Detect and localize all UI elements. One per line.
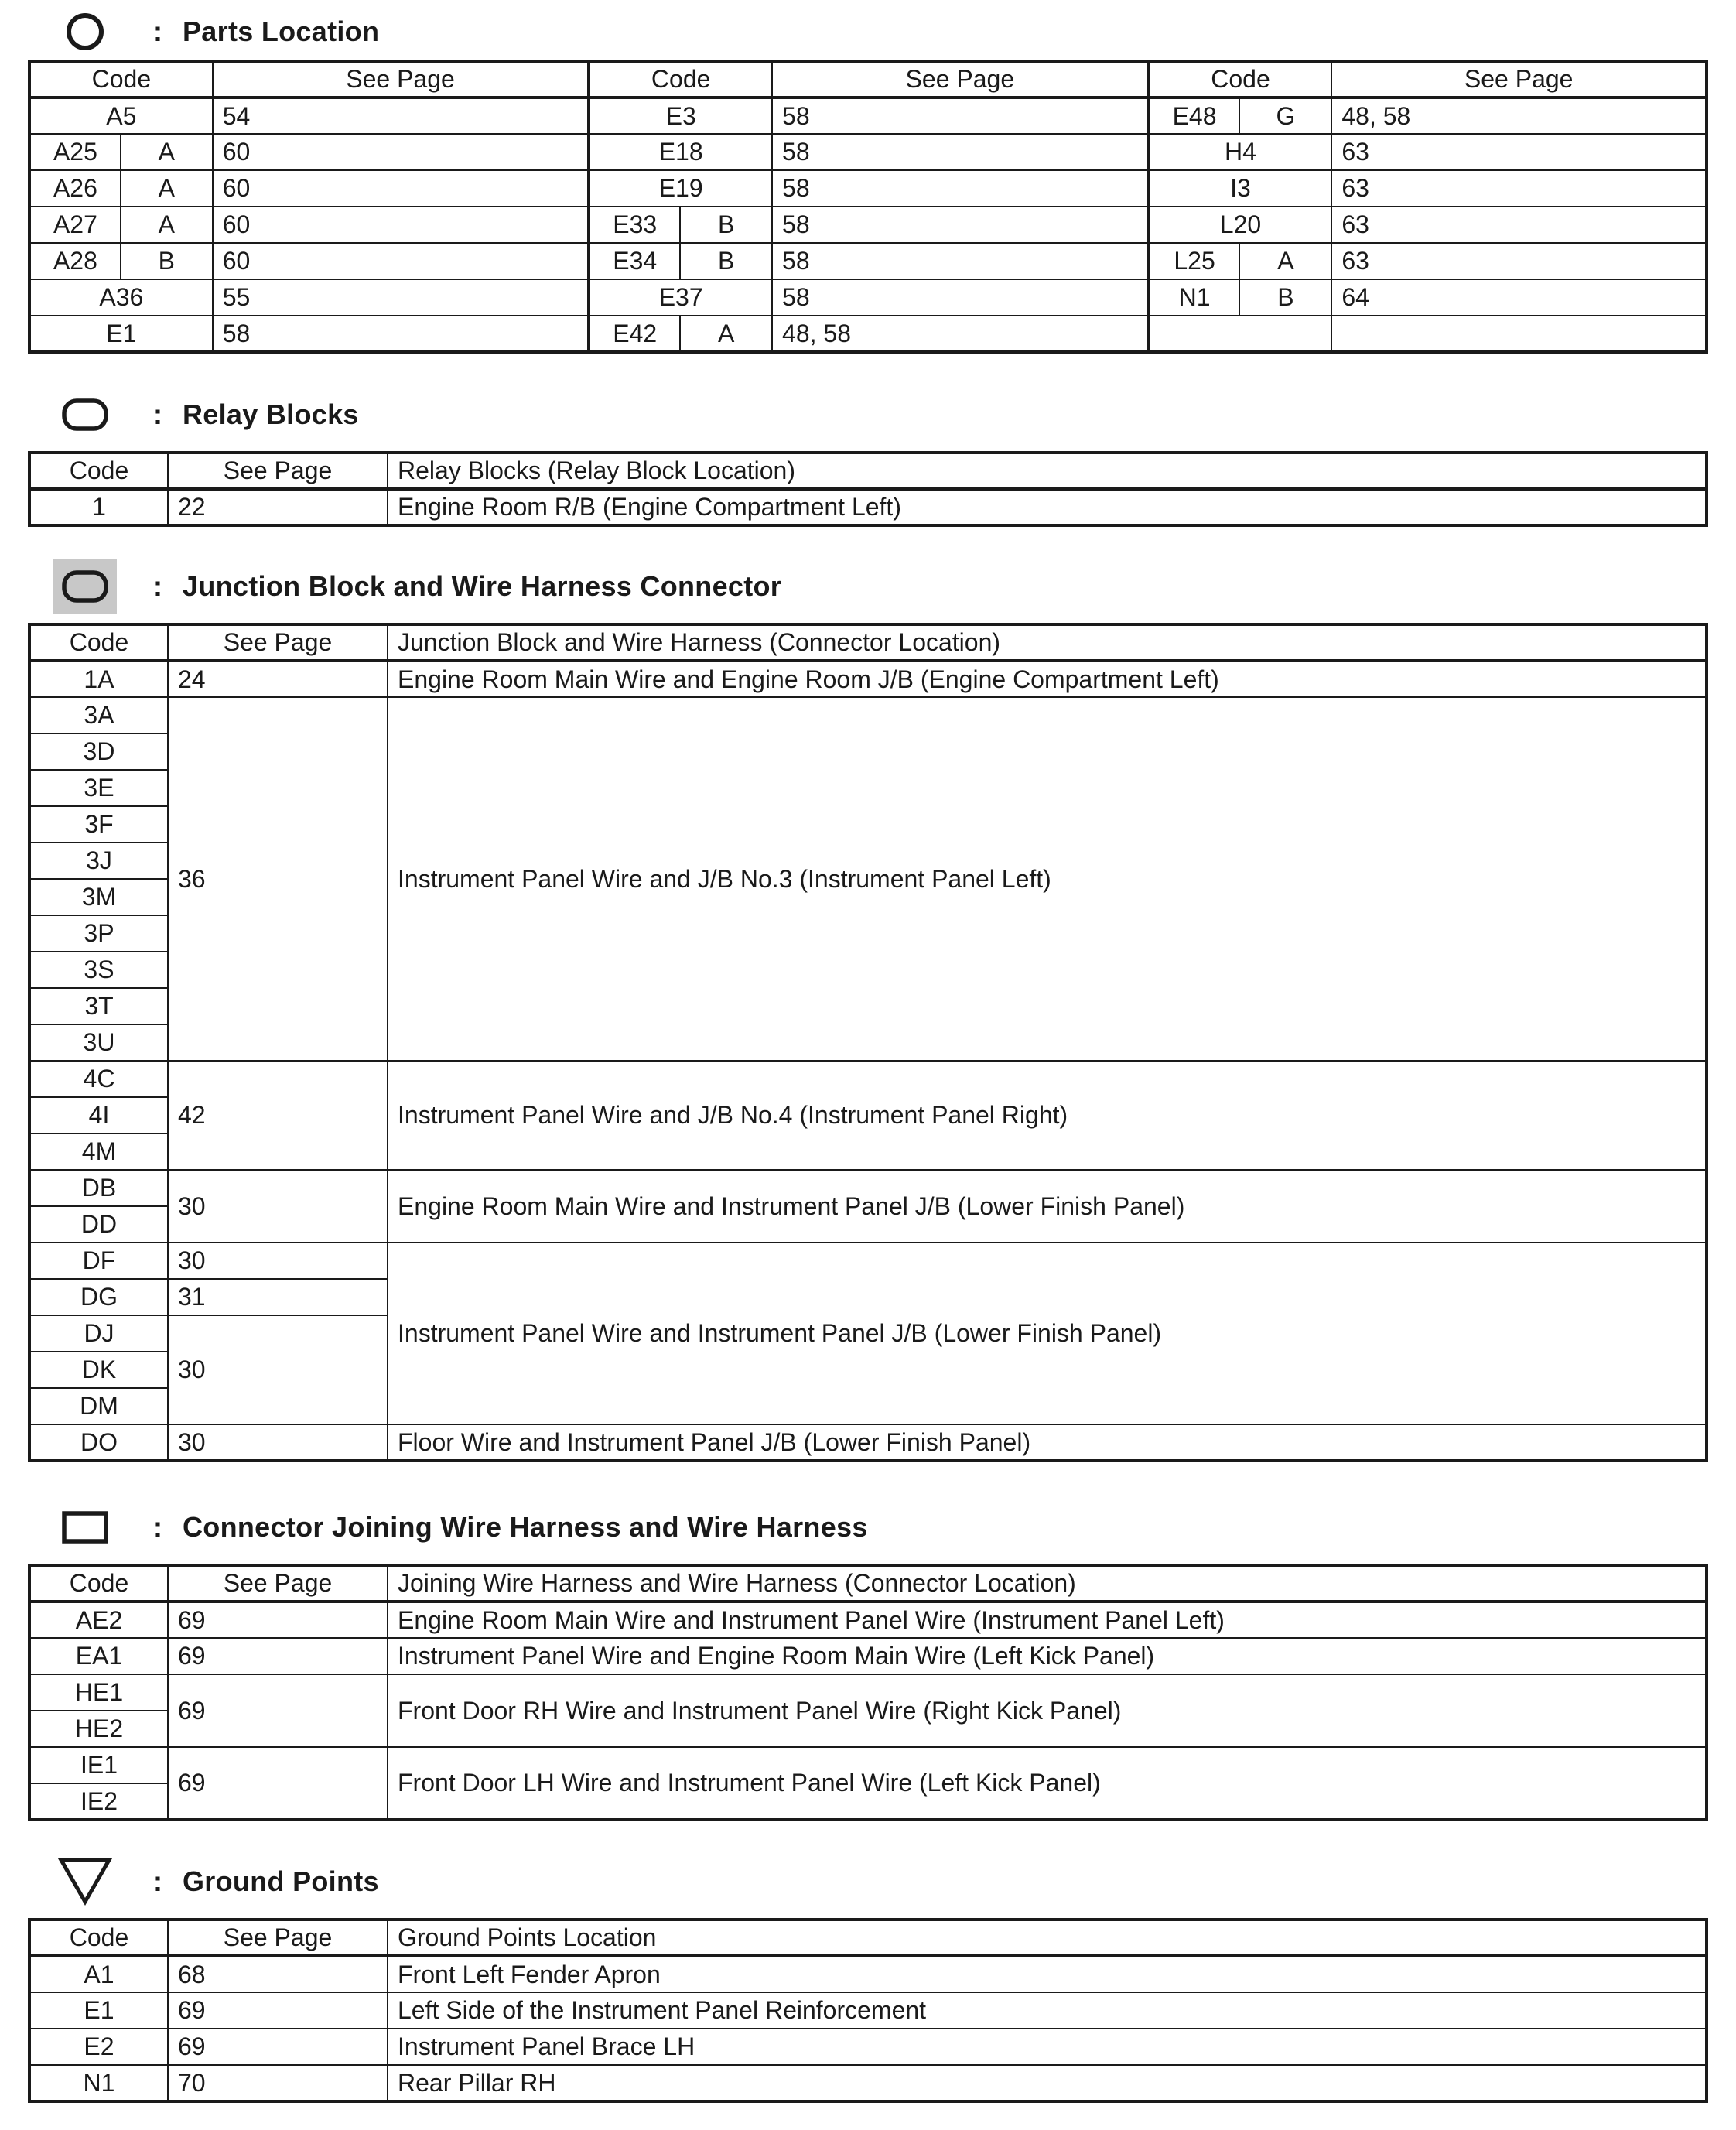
part-page: 60 — [213, 207, 589, 243]
relay-page: 22 — [168, 489, 388, 525]
part-sub-code: B — [121, 243, 213, 279]
table-row — [29, 1992, 1707, 2029]
junction-block-table — [28, 623, 1708, 1462]
part-code: L20 — [1149, 207, 1332, 243]
part-code: E34 — [589, 243, 680, 279]
table-row — [29, 316, 1707, 352]
part-code: L25 — [1149, 243, 1240, 279]
column-header: Code — [589, 61, 772, 97]
part-page: 58 — [772, 97, 1149, 134]
column-header: See Page — [1331, 61, 1707, 97]
connector-page: 30 — [168, 1243, 388, 1279]
connector-code: 3D — [29, 733, 168, 770]
part-code: E48 — [1149, 97, 1240, 134]
part-code: E18 — [589, 134, 772, 170]
ground-code: E2 — [29, 2029, 168, 2065]
connector-location: Instrument Panel Wire and Instrument Panel J/B (Lower Finish Panel) — [388, 1243, 1707, 1424]
connector-code: 3F — [29, 806, 168, 843]
ground-code: A1 — [29, 1956, 168, 1992]
part-sub-code: A — [121, 207, 213, 243]
part-code: A27 — [29, 207, 121, 243]
part-sub-code: A — [1239, 243, 1331, 279]
table-row — [29, 1674, 1707, 1711]
part-code: H4 — [1149, 134, 1332, 170]
section-title-ground-points: Ground Points — [183, 1865, 379, 1897]
connector-code: 3S — [29, 952, 168, 988]
column-header: See Page — [168, 1920, 388, 1956]
connector-location: Instrument Panel Wire and Engine Room Main Wire (Left Kick Panel) — [388, 1638, 1707, 1674]
connector-code: HE2 — [29, 1711, 168, 1747]
part-code — [1149, 316, 1332, 352]
connector-page: 24 — [168, 661, 388, 697]
circle-icon — [48, 1, 122, 63]
part-code: E1 — [29, 316, 213, 352]
part-page: 58 — [772, 170, 1149, 207]
table-row — [29, 1747, 1707, 1783]
part-page: 63 — [1331, 170, 1707, 207]
part-code: E37 — [589, 279, 772, 316]
table-row — [29, 243, 1707, 279]
table-row — [29, 2029, 1707, 2065]
connector-code: HE1 — [29, 1674, 168, 1711]
square-icon — [48, 1496, 122, 1558]
connector-page: 30 — [168, 1315, 388, 1424]
part-page: 64 — [1331, 279, 1707, 316]
table-row — [29, 2065, 1707, 2101]
column-header: Code — [29, 1920, 168, 1956]
ground-location: Left Side of the Instrument Panel Reinforcement — [388, 1992, 1707, 2029]
part-sub-code: A — [680, 316, 772, 352]
connector-location: Floor Wire and Instrument Panel J/B (Lower Finish Panel) — [388, 1424, 1707, 1461]
section-parts-location-header — [48, 1, 379, 63]
part-page: 60 — [213, 243, 589, 279]
connector-code: AE2 — [29, 1602, 168, 1638]
connector-location: Front Door RH Wire and Instrument Panel Wire (Right Kick Panel) — [388, 1674, 1707, 1747]
table-row — [29, 489, 1707, 525]
part-sub-code: B — [1239, 279, 1331, 316]
connector-location: Front Door LH Wire and Instrument Panel Wire (Left Kick Panel) — [388, 1747, 1707, 1820]
part-page: 55 — [213, 279, 589, 316]
table-row — [29, 661, 1707, 697]
ground-page: 70 — [168, 2065, 388, 2101]
section-colon: : — [153, 15, 162, 47]
section-colon: : — [153, 398, 162, 430]
ground-page: 69 — [168, 1992, 388, 2029]
column-header: See Page — [168, 1565, 388, 1602]
ground-location: Instrument Panel Brace LH — [388, 2029, 1707, 2065]
column-header: Code — [29, 453, 168, 489]
table-row — [29, 1956, 1707, 1992]
section-junction-block-header — [48, 556, 781, 617]
triangle-down-icon — [48, 1851, 122, 1913]
table-row — [29, 697, 1707, 733]
connector-location: Engine Room Main Wire and Engine Room J/B (Engine Compartment Left) — [388, 661, 1707, 697]
part-sub-code: A — [121, 134, 213, 170]
part-page: 63 — [1331, 134, 1707, 170]
connector-code: DM — [29, 1388, 168, 1424]
part-page: 60 — [213, 170, 589, 207]
table-header-row — [29, 1565, 1707, 1602]
shaded-rounded-rect-icon — [48, 556, 122, 617]
column-header: Ground Points Location — [388, 1920, 1707, 1956]
connector-code: 3J — [29, 843, 168, 879]
connector-location: Engine Room Main Wire and Instrument Panel Wire (Instrument Panel Left) — [388, 1602, 1707, 1638]
table-row — [29, 134, 1707, 170]
part-code: A36 — [29, 279, 213, 316]
ground-code: E1 — [29, 1992, 168, 2029]
connector-code: IE2 — [29, 1783, 168, 1820]
connector-page: 36 — [168, 697, 388, 1061]
part-page: 58 — [772, 243, 1149, 279]
relay-blocks-table — [28, 451, 1708, 527]
column-header: Relay Blocks (Relay Block Location) — [388, 453, 1707, 489]
table-row — [29, 170, 1707, 207]
table-header-row — [29, 624, 1707, 661]
relay-location: Engine Room R/B (Engine Compartment Left) — [388, 489, 1707, 525]
table-row — [29, 1061, 1707, 1097]
connector-code: EA1 — [29, 1638, 168, 1674]
part-code: E42 — [589, 316, 680, 352]
connector-code: 3A — [29, 697, 168, 733]
part-page: 54 — [213, 97, 589, 134]
ground-location: Front Left Fender Apron — [388, 1956, 1707, 1992]
column-header: Code — [29, 61, 213, 97]
connector-code: DO — [29, 1424, 168, 1461]
connector-location: Instrument Panel Wire and J/B No.3 (Instrument Panel Left) — [388, 697, 1707, 1061]
section-title-connector-joining: Connector Joining Wire Harness and Wire Harness — [183, 1511, 868, 1543]
part-sub-code: A — [121, 170, 213, 207]
parts-location-table — [28, 60, 1708, 354]
connector-page: 69 — [168, 1638, 388, 1674]
part-sub-code: B — [680, 243, 772, 279]
connector-location: Engine Room Main Wire and Instrument Panel J/B (Lower Finish Panel) — [388, 1170, 1707, 1243]
section-title-junction-block: Junction Block and Wire Harness Connector — [183, 570, 782, 602]
rounded-rect-icon — [48, 384, 122, 446]
section-connector-joining-header — [48, 1496, 868, 1558]
column-header: Code — [29, 624, 168, 661]
section-ground-points-header — [48, 1851, 379, 1913]
connector-page: 69 — [168, 1674, 388, 1747]
column-header: See Page — [168, 453, 388, 489]
column-header: See Page — [168, 624, 388, 661]
ground-page: 69 — [168, 2029, 388, 2065]
connector-code: 4C — [29, 1061, 168, 1097]
part-page: 63 — [1331, 243, 1707, 279]
table-row — [29, 207, 1707, 243]
section-title-relay-blocks: Relay Blocks — [183, 398, 359, 430]
table-row — [29, 1602, 1707, 1638]
table-header-row — [29, 61, 1707, 97]
connector-code: 3E — [29, 770, 168, 806]
table-row — [29, 1424, 1707, 1461]
column-header: Joining Wire Harness and Wire Harness (Connector Location) — [388, 1565, 1707, 1602]
part-code: N1 — [1149, 279, 1240, 316]
part-code: E3 — [589, 97, 772, 134]
connector-page: 30 — [168, 1424, 388, 1461]
part-page: 60 — [213, 134, 589, 170]
part-page: 58 — [772, 279, 1149, 316]
part-code: A25 — [29, 134, 121, 170]
connector-code: DG — [29, 1279, 168, 1315]
connector-code: DF — [29, 1243, 168, 1279]
part-page: 48, 58 — [1331, 97, 1707, 134]
connector-joining-table — [28, 1564, 1708, 1821]
ground-location: Rear Pillar RH — [388, 2065, 1707, 2101]
table-row — [29, 97, 1707, 134]
part-page: 58 — [213, 316, 589, 352]
part-page: 48, 58 — [772, 316, 1149, 352]
table-row — [29, 1638, 1707, 1674]
connector-code: IE1 — [29, 1747, 168, 1783]
connector-code: 4I — [29, 1097, 168, 1133]
section-colon: : — [153, 1511, 162, 1543]
ground-code: N1 — [29, 2065, 168, 2101]
column-header: See Page — [213, 61, 589, 97]
section-relay-blocks-header — [48, 384, 359, 446]
part-sub-code: G — [1239, 97, 1331, 134]
table-row — [29, 1243, 1707, 1279]
part-code: A28 — [29, 243, 121, 279]
connector-page: 42 — [168, 1061, 388, 1170]
part-page: 58 — [772, 134, 1149, 170]
part-code: I3 — [1149, 170, 1332, 207]
connector-code: DJ — [29, 1315, 168, 1352]
section-title-parts-location: Parts Location — [183, 15, 380, 47]
relay-code: 1 — [29, 489, 168, 525]
connector-code: DB — [29, 1170, 168, 1206]
connector-code: 4M — [29, 1133, 168, 1170]
connector-code: 3P — [29, 915, 168, 952]
part-page: 58 — [772, 207, 1149, 243]
part-code: E33 — [589, 207, 680, 243]
connector-code: DD — [29, 1206, 168, 1243]
part-code: E19 — [589, 170, 772, 207]
ground-page: 68 — [168, 1956, 388, 1992]
section-colon: : — [153, 570, 162, 602]
connector-location: Instrument Panel Wire and J/B No.4 (Instrument Panel Right) — [388, 1061, 1707, 1170]
connector-page: 69 — [168, 1747, 388, 1820]
part-code: A5 — [29, 97, 213, 134]
connector-page: 69 — [168, 1602, 388, 1638]
part-code: A26 — [29, 170, 121, 207]
column-header: Junction Block and Wire Harness (Connector Location) — [388, 624, 1707, 661]
table-header-row — [29, 453, 1707, 489]
connector-code: 3M — [29, 879, 168, 915]
section-colon: : — [153, 1865, 162, 1897]
part-page: 63 — [1331, 207, 1707, 243]
connector-code: DK — [29, 1352, 168, 1388]
column-header: See Page — [772, 61, 1149, 97]
part-page — [1331, 316, 1707, 352]
part-sub-code: B — [680, 207, 772, 243]
connector-page: 31 — [168, 1279, 388, 1315]
column-header: Code — [29, 1565, 168, 1602]
table-row — [29, 279, 1707, 316]
connector-page: 30 — [168, 1170, 388, 1243]
table-header-row — [29, 1920, 1707, 1956]
connector-code: 1A — [29, 661, 168, 697]
table-row — [29, 1170, 1707, 1206]
connector-code: 3U — [29, 1024, 168, 1061]
ground-points-table — [28, 1918, 1708, 2103]
connector-code: 3T — [29, 988, 168, 1024]
column-header: Code — [1149, 61, 1332, 97]
